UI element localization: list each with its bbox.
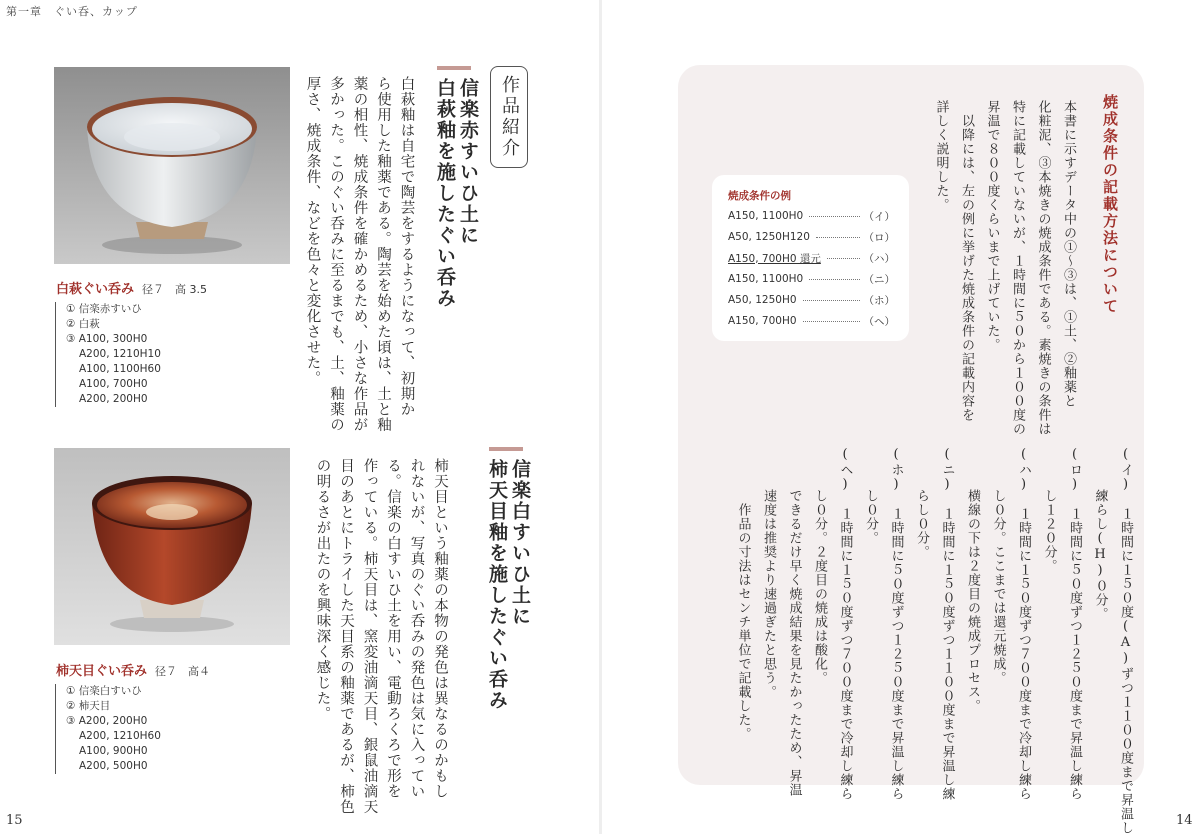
example-code: A150, 1100H0 (728, 273, 804, 285)
example-code: A150, 700H0 (728, 315, 797, 327)
chapter-header: 第一章 ぐい呑、カップ (6, 5, 138, 18)
spec-firing-step: A200, 500H0 (79, 760, 148, 772)
example-tag: （ハ） (863, 252, 895, 265)
caption-dimensions: 径７ 高 3.5 (142, 283, 208, 296)
firing-condition-list: (イ) １時間に１５０度(A)ずつ１１００度まで昇温し 練らし(H)０分。 (ロ) １時間に５０度ずつ１２５０度まで昇温し練ら し１２０分。 (ハ) １時間に１５０度ずつ７００度まで冷却し練ら し０分。ここまでは還元焼成。 横線の下は２度目の焼成プロセス。 (ニ) １時間に１５０度ずつ１１００度まで昇温し練 らし０分。 (ホ) １時間に５０度ずつ１２５０度まで昇温し練ら し０分。 (ヘ) １時間に１５０度ずつ７００度まで冷却し練ら し０分。２度目の焼成は酸化。 できるだけ早く焼成結果を見たかったため、昇温 速度は推奨より速過ぎたと思う。 作品の寸法はセンチ単位で記載した。 (735, 447, 1133, 835)
spec-firing-step: A100, 700H0 (79, 378, 148, 390)
bowl-photo-shirahagi (54, 67, 290, 264)
spec-firing-step: A200, 200H0 (79, 393, 148, 405)
firing-examples-box (712, 175, 909, 341)
article-title: 信楽白すいひ土に 柿天目釉を施したぐい呑み (486, 459, 531, 711)
example-row (728, 249, 895, 267)
example-tag: （ロ） (863, 231, 895, 244)
leader-dots (816, 237, 860, 238)
leader-dots (809, 216, 859, 217)
example-tag: （ニ） (863, 273, 895, 286)
spec-firing-step: A100, 900H0 (79, 745, 148, 757)
leader-dots (803, 300, 860, 301)
spec-list-shirahagi (55, 302, 301, 407)
example-row (728, 228, 895, 246)
example-code: A150, 1100H0 (728, 210, 804, 222)
example-tag: （イ） (863, 210, 895, 223)
spec-firing-step: A200, 1210H60 (79, 730, 161, 742)
article-title: 信楽赤すいひ土に 白萩釉を施したぐい呑み (434, 78, 479, 309)
bowl-photo-kakitenmoku (54, 448, 290, 645)
example-row (728, 270, 895, 288)
page-gutter (599, 0, 602, 834)
example-code: A150, 700H0 還元 (728, 252, 821, 265)
example-row (728, 207, 895, 225)
spec-clay: ① 信楽白すいひ (66, 685, 142, 697)
page-number-left: 15 (6, 813, 23, 828)
section-label: 作品紹介 (490, 66, 528, 168)
page-number-right: 14 (1176, 813, 1193, 828)
spec-clay: ① 信楽赤すいひ (66, 303, 142, 315)
leader-dots (809, 279, 859, 280)
panel-intro: 本書に示すデータ中の①～③は、①土、②釉薬と 化粧泥、③本焼きの焼成条件である。素焼きの条件は 特に記載していないが、１時間に５０から１００度の 昇温で８００度くらいまで上げていた。 以降には、左の例に挙げた焼成条件の記載内容を 詳しく説明した。 (933, 100, 1076, 436)
spec-list-kakitenmoku (55, 684, 301, 774)
spec-firing: ③ A200, 200H0 (66, 715, 148, 727)
spec-firing-step: A200, 1210H10 (79, 348, 161, 360)
spec-firing-step: A100, 1100H60 (79, 363, 161, 375)
article-body: 柿天目という釉薬の本物の発色は異なるのかもし れないが、写真のぐい呑みの発色は気に入ってい る。信楽の白すいひ土を用い、電動ろくろで形を 作っている。柿天目は、窯変油滴天目、銀鼠油滴天 目のあとにトライした天目系の釉薬であるが、柿色 の明るさが出たのを興味深く感じた。 (314, 458, 448, 815)
example-row (728, 312, 895, 330)
article-body: 白萩釉は自宅で陶芸をするようになって、初期か ら使用した釉薬である。陶芸を始めた頃は、土と釉 薬の相性、焼成条件を確かめるため、小さな作品が 多かった。このぐい呑みに至るまでも、土、釉薬の 厚さ、焼成条件、などを色々と変化させた。 (304, 76, 415, 433)
example-code: A50, 1250H120 (728, 231, 810, 243)
leader-dots (827, 258, 860, 259)
example-row (728, 291, 895, 309)
title-accent-bar (437, 66, 471, 70)
spec-glaze: ② 白萩 (66, 318, 100, 330)
example-tag: （ホ） (863, 294, 895, 307)
caption-shirahagi (56, 278, 207, 297)
leader-dots (803, 321, 860, 322)
caption-kakitenmoku (56, 660, 210, 679)
example-tag: （ヘ） (863, 315, 895, 328)
examples-title: 焼成条件の例 (728, 190, 791, 202)
caption-name: 柿天目ぐい呑み (56, 664, 148, 679)
example-code: A50, 1250H0 (728, 294, 797, 306)
spec-firing: ③ A100, 300H0 (66, 333, 148, 345)
spec-glaze: ② 柿天目 (66, 700, 111, 712)
caption-dimensions: 径７ 高４ (155, 665, 211, 678)
title-accent-bar (489, 447, 523, 451)
caption-name: 白萩ぐい呑み (56, 282, 135, 297)
panel-title: 焼成条件の記載方法について (1101, 94, 1119, 315)
